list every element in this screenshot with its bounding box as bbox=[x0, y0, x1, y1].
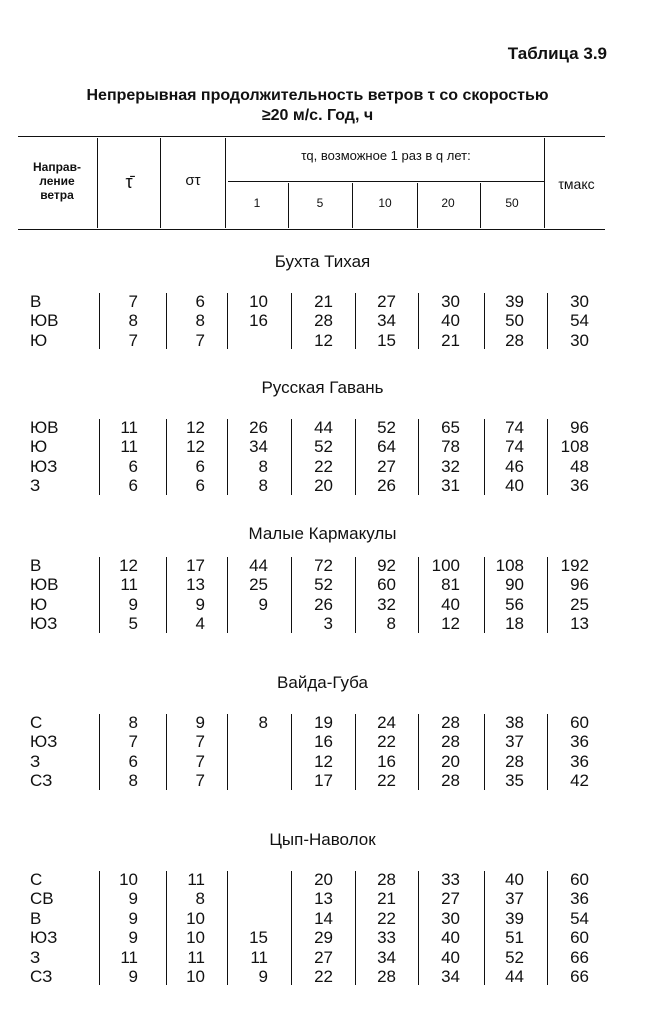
table-row bbox=[0, 909, 645, 928]
cell-value: 100 bbox=[431, 556, 460, 575]
cell-value: 40 bbox=[441, 311, 460, 331]
cell-value: 10 bbox=[186, 928, 205, 948]
header-divider bbox=[97, 138, 98, 228]
cell-value: 22 bbox=[314, 967, 333, 986]
cell-direction: ЮВ bbox=[30, 311, 59, 331]
table-row bbox=[0, 476, 645, 495]
cell-value: 22 bbox=[377, 732, 396, 752]
cell-value: 64 bbox=[377, 437, 396, 457]
cell-value: 12 bbox=[119, 556, 138, 575]
cell-value: 90 bbox=[505, 575, 524, 595]
cell-value: 32 bbox=[441, 456, 460, 476]
cell-value: 7 bbox=[195, 330, 205, 350]
cell-value: 60 bbox=[570, 870, 589, 889]
cell-value: 29 bbox=[314, 928, 333, 948]
table-number: Таблица 3.9 bbox=[507, 44, 607, 63]
section-title: Цып-Наволок bbox=[269, 830, 376, 849]
header-q-20: 20 bbox=[441, 196, 455, 210]
cell-value: 15 bbox=[377, 330, 396, 350]
cell-value: 54 bbox=[570, 908, 589, 928]
cell-value: 30 bbox=[441, 908, 460, 928]
cell-value: 7 bbox=[128, 292, 138, 311]
cell-value: 34 bbox=[249, 437, 268, 457]
cell-value: 54 bbox=[570, 311, 589, 331]
cell-value: 12 bbox=[314, 751, 333, 771]
cell-direction: В bbox=[30, 908, 42, 928]
cell-value: 28 bbox=[377, 967, 396, 986]
cell-value: 39 bbox=[505, 908, 524, 928]
cell-value: 11 bbox=[187, 870, 205, 889]
cell-value: 9 bbox=[128, 889, 138, 909]
cell-value: 28 bbox=[377, 870, 396, 889]
cell-direction: ЮЗ bbox=[30, 732, 58, 752]
cell-value: 44 bbox=[505, 967, 524, 986]
header-q-5: 5 bbox=[316, 196, 324, 210]
cell-value: 7 bbox=[128, 330, 138, 350]
cell-value: 4 bbox=[195, 614, 205, 634]
cell-value: 10 bbox=[249, 292, 268, 311]
header-top-rule bbox=[18, 136, 605, 137]
header-divider bbox=[544, 138, 545, 228]
cell-value: 8 bbox=[258, 456, 268, 476]
cell-value: 52 bbox=[314, 437, 333, 457]
cell-value: 33 bbox=[441, 870, 460, 889]
cell-value: 40 bbox=[505, 476, 524, 496]
cell-value: 12 bbox=[186, 437, 205, 457]
cell-value: 40 bbox=[441, 928, 460, 948]
cell-direction: В bbox=[30, 556, 42, 575]
cell-value: 21 bbox=[314, 292, 333, 311]
cell-value: 34 bbox=[377, 311, 396, 331]
cell-value: 28 bbox=[314, 311, 333, 331]
cell-value: 25 bbox=[249, 575, 268, 595]
cell-value: 66 bbox=[570, 947, 589, 967]
table-row bbox=[0, 928, 645, 947]
title-line-1: Непрерывная продолжительность ветров τ со скоростью bbox=[86, 87, 549, 104]
cell-value: 11 bbox=[120, 437, 138, 457]
cell-value: 39 bbox=[505, 292, 524, 311]
cell-value: 11 bbox=[120, 575, 138, 595]
cell-value: 6 bbox=[128, 476, 138, 496]
cell-value: 35 bbox=[505, 771, 524, 791]
cell-direction: В bbox=[30, 292, 42, 311]
cell-value: 44 bbox=[249, 556, 268, 575]
cell-value: 7 bbox=[128, 732, 138, 752]
table-row bbox=[0, 331, 645, 350]
cell-value: 33 bbox=[377, 928, 396, 948]
cell-value: 11 bbox=[250, 947, 268, 967]
cell-value: 13 bbox=[186, 575, 205, 595]
cell-direction: СЗ bbox=[30, 771, 53, 791]
cell-value: 42 bbox=[570, 771, 589, 791]
cell-value: 36 bbox=[570, 732, 589, 752]
header-q-10: 10 bbox=[378, 196, 392, 210]
cell-value: 81 bbox=[441, 575, 460, 595]
cell-value: 36 bbox=[570, 889, 589, 909]
table-row bbox=[0, 556, 645, 575]
cell-value: 40 bbox=[441, 947, 460, 967]
cell-value: 20 bbox=[314, 476, 333, 496]
cell-value: 52 bbox=[314, 575, 333, 595]
cell-value: 74 bbox=[505, 437, 524, 457]
cell-value: 26 bbox=[377, 476, 396, 496]
cell-value: 9 bbox=[128, 928, 138, 948]
table-row bbox=[0, 771, 645, 790]
cell-value: 8 bbox=[128, 311, 138, 331]
table-row bbox=[0, 292, 645, 311]
header-sigma: στ bbox=[185, 172, 201, 189]
cell-value: 17 bbox=[186, 556, 205, 575]
cell-value: 6 bbox=[128, 456, 138, 476]
cell-direction: ЮВ bbox=[30, 418, 59, 437]
cell-value: 27 bbox=[377, 456, 396, 476]
cell-value: 65 bbox=[441, 418, 460, 437]
cell-value: 28 bbox=[441, 771, 460, 791]
cell-value: 60 bbox=[377, 575, 396, 595]
cell-value: 32 bbox=[377, 594, 396, 614]
cell-value: 51 bbox=[505, 928, 524, 948]
cell-value: 9 bbox=[258, 594, 268, 614]
cell-value: 30 bbox=[570, 292, 589, 311]
cell-value: 40 bbox=[441, 594, 460, 614]
table-row bbox=[0, 595, 645, 614]
cell-direction: Ю bbox=[30, 330, 48, 350]
cell-value: 15 bbox=[249, 928, 268, 948]
cell-value: 6 bbox=[128, 751, 138, 771]
header-divider bbox=[288, 183, 289, 228]
cell-value: 96 bbox=[570, 575, 589, 595]
cell-value: 9 bbox=[128, 908, 138, 928]
section-title: Вайда-Губа bbox=[277, 673, 368, 692]
header-q-1: 1 bbox=[253, 196, 261, 210]
cell-value: 8 bbox=[195, 311, 205, 331]
cell-value: 22 bbox=[377, 771, 396, 791]
table-row bbox=[0, 948, 645, 967]
cell-value: 44 bbox=[314, 418, 333, 437]
cell-value: 40 bbox=[505, 870, 524, 889]
cell-value: 12 bbox=[441, 614, 460, 634]
cell-value: 18 bbox=[505, 614, 524, 634]
cell-direction: ЮВ bbox=[30, 575, 59, 595]
section-title: Русская Гавань bbox=[261, 378, 384, 397]
cell-value: 27 bbox=[441, 889, 460, 909]
cell-value: 34 bbox=[377, 947, 396, 967]
cell-value: 11 bbox=[120, 947, 138, 967]
cell-value: 26 bbox=[314, 594, 333, 614]
table-title bbox=[30, 86, 605, 126]
cell-value: 50 bbox=[505, 311, 524, 331]
title-line-2: ≥20 м/с. Год, ч bbox=[261, 107, 374, 124]
cell-value: 17 bbox=[314, 771, 333, 791]
table-row bbox=[0, 889, 645, 908]
cell-value: 9 bbox=[258, 967, 268, 986]
cell-value: 14 bbox=[314, 908, 333, 928]
cell-value: 12 bbox=[314, 330, 333, 350]
table-row bbox=[0, 457, 645, 476]
header-divider bbox=[480, 183, 481, 228]
cell-value: 36 bbox=[570, 751, 589, 771]
cell-value: 6 bbox=[195, 456, 205, 476]
cell-value: 72 bbox=[314, 556, 333, 575]
header-divider bbox=[225, 138, 226, 228]
section-title: Бухта Тихая bbox=[274, 252, 371, 271]
cell-value: 38 bbox=[505, 713, 524, 732]
cell-value: 9 bbox=[195, 594, 205, 614]
cell-value: 8 bbox=[258, 476, 268, 496]
cell-value: 48 bbox=[570, 456, 589, 476]
cell-direction: ЮЗ bbox=[30, 614, 58, 634]
cell-value: 16 bbox=[314, 732, 333, 752]
table-row bbox=[0, 437, 645, 456]
cell-value: 8 bbox=[386, 614, 396, 634]
cell-direction: С bbox=[30, 870, 43, 889]
cell-value: 28 bbox=[505, 330, 524, 350]
header-bottom-rule bbox=[18, 229, 605, 230]
cell-value: 9 bbox=[128, 967, 138, 986]
cell-value: 7 bbox=[195, 771, 205, 791]
cell-value: 28 bbox=[441, 713, 460, 732]
table-row bbox=[0, 311, 645, 330]
cell-value: 16 bbox=[249, 311, 268, 331]
cell-value: 24 bbox=[377, 713, 396, 732]
cell-value: 11 bbox=[120, 418, 138, 437]
cell-value: 46 bbox=[505, 456, 524, 476]
cell-direction: СВ bbox=[30, 889, 54, 909]
cell-value: 19 bbox=[314, 713, 333, 732]
cell-value: 52 bbox=[505, 947, 524, 967]
cell-value: 56 bbox=[505, 594, 524, 614]
cell-direction: ЮЗ bbox=[30, 928, 58, 948]
table-row bbox=[0, 752, 645, 771]
cell-direction: З bbox=[30, 751, 41, 771]
cell-value: 27 bbox=[314, 947, 333, 967]
cell-value: 9 bbox=[195, 713, 205, 732]
table-row bbox=[0, 418, 645, 437]
header-tau-mean: τ̄ bbox=[125, 172, 133, 192]
cell-value: 20 bbox=[441, 751, 460, 771]
cell-value: 66 bbox=[570, 967, 589, 986]
header-sub-rule bbox=[228, 181, 544, 182]
cell-direction: СЗ bbox=[30, 967, 53, 986]
cell-value: 37 bbox=[505, 732, 524, 752]
table-row bbox=[0, 575, 645, 594]
cell-value: 92 bbox=[377, 556, 396, 575]
cell-value: 52 bbox=[377, 418, 396, 437]
cell-value: 37 bbox=[505, 889, 524, 909]
cell-direction: С bbox=[30, 713, 43, 732]
cell-value: 78 bbox=[441, 437, 460, 457]
cell-direction: ЮЗ bbox=[30, 456, 58, 476]
cell-value: 9 bbox=[128, 594, 138, 614]
cell-value: 7 bbox=[195, 732, 205, 752]
cell-value: 28 bbox=[505, 751, 524, 771]
cell-value: 60 bbox=[570, 713, 589, 732]
cell-direction: Ю bbox=[30, 437, 48, 457]
cell-value: 12 bbox=[186, 418, 205, 437]
section-title: Малые Кармакулы bbox=[248, 524, 397, 543]
cell-value: 10 bbox=[186, 908, 205, 928]
table-row bbox=[0, 870, 645, 889]
cell-value: 30 bbox=[441, 292, 460, 311]
cell-value: 21 bbox=[441, 330, 460, 350]
cell-value: 6 bbox=[195, 292, 205, 311]
header-tau-q: τq, возможное 1 раз в q лет: bbox=[301, 148, 471, 163]
cell-value: 13 bbox=[570, 614, 589, 634]
cell-direction: Ю bbox=[30, 594, 48, 614]
cell-value: 3 bbox=[323, 614, 333, 634]
cell-value: 192 bbox=[560, 556, 589, 575]
cell-value: 10 bbox=[186, 967, 205, 986]
cell-value: 8 bbox=[258, 713, 268, 732]
cell-value: 20 bbox=[314, 870, 333, 889]
header-direction: Направ- ление ветра bbox=[33, 160, 81, 202]
cell-value: 96 bbox=[570, 418, 589, 437]
cell-value: 22 bbox=[377, 908, 396, 928]
cell-value: 25 bbox=[570, 594, 589, 614]
cell-value: 8 bbox=[128, 713, 138, 732]
header-q-50: 50 bbox=[505, 196, 519, 210]
table-row bbox=[0, 713, 645, 732]
cell-value: 8 bbox=[195, 889, 205, 909]
cell-value: 10 bbox=[119, 870, 138, 889]
cell-value: 36 bbox=[570, 476, 589, 496]
cell-value: 5 bbox=[128, 614, 138, 634]
cell-value: 6 bbox=[195, 476, 205, 496]
cell-value: 21 bbox=[377, 889, 396, 909]
cell-value: 16 bbox=[377, 751, 396, 771]
cell-value: 108 bbox=[560, 437, 589, 457]
cell-value: 11 bbox=[187, 947, 205, 967]
cell-value: 13 bbox=[314, 889, 333, 909]
cell-value: 27 bbox=[377, 292, 396, 311]
header-tau-max: τмакс bbox=[558, 176, 595, 192]
cell-value: 31 bbox=[441, 476, 460, 496]
cell-value: 74 bbox=[505, 418, 524, 437]
cell-value: 22 bbox=[314, 456, 333, 476]
header-divider bbox=[352, 183, 353, 228]
cell-value: 30 bbox=[570, 330, 589, 350]
cell-value: 26 bbox=[249, 418, 268, 437]
cell-value: 28 bbox=[441, 732, 460, 752]
cell-direction: З bbox=[30, 947, 41, 967]
cell-value: 108 bbox=[495, 556, 524, 575]
table-row bbox=[0, 732, 645, 751]
table-row bbox=[0, 614, 645, 633]
cell-value: 8 bbox=[128, 771, 138, 791]
cell-value: 7 bbox=[195, 751, 205, 771]
table-row bbox=[0, 967, 645, 986]
header-divider bbox=[160, 138, 161, 228]
cell-value: 60 bbox=[570, 928, 589, 948]
cell-direction: З bbox=[30, 476, 41, 496]
cell-value: 34 bbox=[441, 967, 460, 986]
